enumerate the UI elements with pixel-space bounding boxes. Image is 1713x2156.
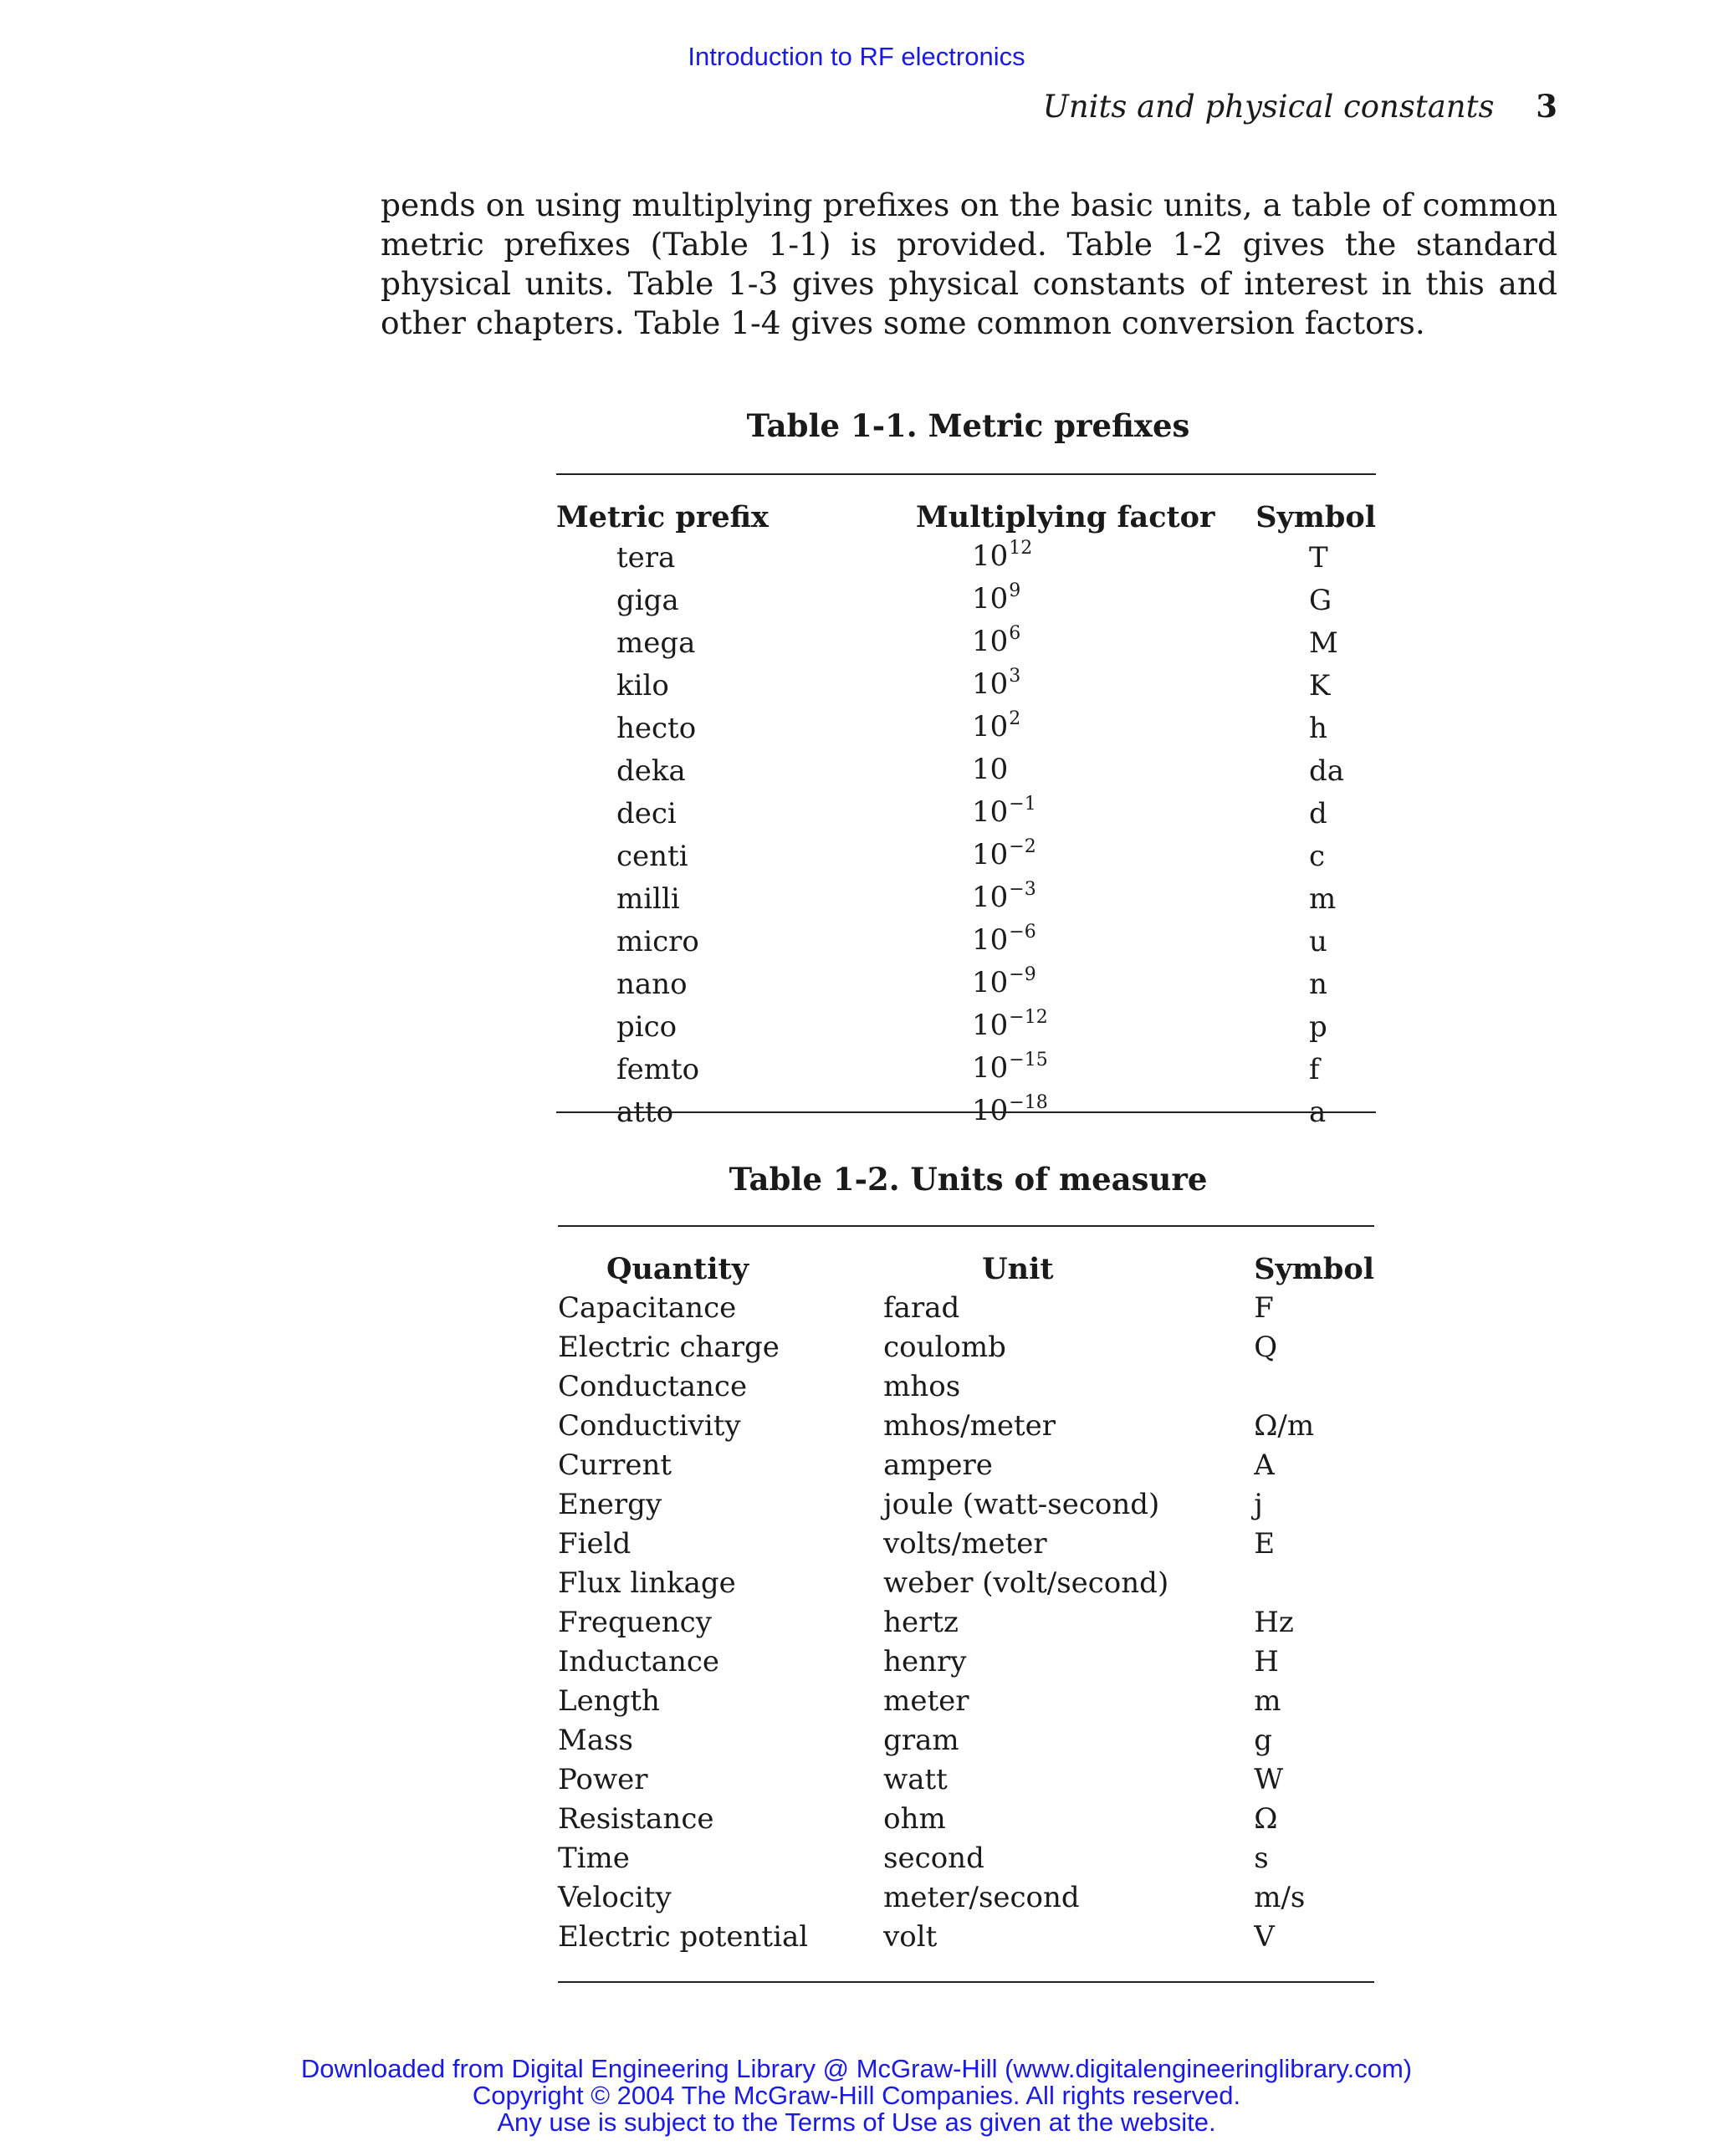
- unit-name: farad: [883, 1291, 960, 1325]
- table1-row: [556, 921, 1376, 963]
- prefix-symbol: a: [1309, 1096, 1327, 1129]
- prefix-name: pico: [616, 1010, 678, 1044]
- table1-top-rule: [556, 473, 1376, 475]
- factor-base: 10: [972, 539, 1009, 573]
- unit-name: gram: [883, 1724, 959, 1757]
- unit-symbol: Ω/m: [1254, 1409, 1315, 1443]
- factor-base: 10: [972, 667, 1009, 701]
- table1-header-prefix: Metric prefix: [556, 500, 769, 534]
- quantity-name: Inductance: [558, 1645, 720, 1678]
- multiplying-factor: [874, 1049, 1234, 1091]
- factor-base: 10: [972, 1009, 1009, 1042]
- factor-exponent: 12: [1009, 538, 1033, 559]
- quantity-name: Electric potential: [558, 1920, 809, 1954]
- prefix-name: centi: [616, 840, 688, 873]
- top-note-link[interactable]: Introduction to RF electronics: [688, 42, 1025, 71]
- factor-base: 10: [972, 966, 1009, 999]
- factor-exponent: −12: [1009, 1007, 1048, 1028]
- table1-row: [556, 750, 1376, 793]
- prefix-symbol: G: [1309, 584, 1332, 617]
- factor-exponent: −9: [1009, 964, 1036, 985]
- prefix-name: atto: [616, 1096, 674, 1129]
- unit-name: meter/second: [883, 1881, 1080, 1914]
- quantity-name: Capacitance: [558, 1291, 737, 1325]
- factor-base: 10: [972, 1094, 1009, 1127]
- table2-row: [558, 1564, 1374, 1603]
- unit-name: second: [883, 1842, 984, 1875]
- table1-header-symbol: Symbol: [1255, 500, 1376, 534]
- intro-paragraph: pends on using multiplying prefixes on the basic units, a table of common metric prefixes (Table 1-1) is provided. Table 1-2 gives the standard physical units. Table 1-3 gives physical constants of interest in this and other chapters. Table 1-4 gives some common conversion factors.: [381, 186, 1557, 341]
- multiplying-factor: [874, 622, 1234, 665]
- unit-name: volt: [883, 1920, 938, 1954]
- prefix-symbol: T: [1309, 541, 1328, 575]
- prefix-symbol: h: [1309, 712, 1327, 745]
- running-head-title: Units and physical constants: [1042, 89, 1495, 125]
- table2-row: [558, 1485, 1374, 1525]
- table2-header-row: [558, 1249, 1374, 1289]
- table1-row: [556, 878, 1376, 921]
- prefix-name: tera: [616, 541, 676, 575]
- factor-base: 10: [972, 710, 1009, 743]
- unit-name: mhos: [883, 1370, 961, 1403]
- table2-row: [558, 1721, 1374, 1760]
- quantity-name: Field: [558, 1527, 632, 1561]
- prefix-symbol: f: [1309, 1053, 1320, 1086]
- multiplying-factor: [874, 835, 1234, 878]
- table1-row: [556, 580, 1376, 622]
- multiplying-factor: [874, 580, 1234, 622]
- table2-header-unit: Unit: [982, 1252, 1054, 1286]
- prefix-name: micro: [616, 925, 699, 958]
- page-number: 3: [1536, 88, 1557, 125]
- unit-symbol: Ω: [1254, 1802, 1278, 1836]
- footer-line-download[interactable]: Downloaded from Digital Engineering Library @ McGraw-Hill (www.digitalengineeringlibrary.com): [300, 2054, 1413, 2083]
- table2-row: [558, 1407, 1374, 1446]
- unit-symbol: s: [1254, 1842, 1269, 1875]
- table1-row: [556, 835, 1376, 878]
- unit-symbol: Q: [1254, 1331, 1278, 1364]
- unit-symbol: [1254, 1564, 1374, 1603]
- table2-row: [558, 1918, 1374, 1957]
- factor-exponent: 9: [1009, 580, 1021, 601]
- prefix-symbol: da: [1309, 754, 1345, 788]
- prefix-name: kilo: [616, 669, 669, 702]
- table1-row: [556, 665, 1376, 708]
- factor-base: 10: [972, 582, 1009, 616]
- multiplying-factor: [874, 665, 1234, 708]
- footer-line-copyright: Copyright © 2004 The McGraw-Hill Companies. All rights reserved.: [472, 2081, 1241, 2110]
- table1-row: [556, 793, 1376, 835]
- quantity-name: Flux linkage: [558, 1566, 736, 1600]
- unit-name: volts/meter: [883, 1527, 1047, 1561]
- unit-name: joule (watt-second): [883, 1488, 1160, 1521]
- unit-symbol: j: [1254, 1488, 1263, 1521]
- table1-header-row: [556, 498, 1376, 537]
- unit-name: mhos/meter: [883, 1409, 1056, 1443]
- multiplying-factor: [874, 921, 1234, 963]
- table1-caption: Table 1-1. Metric prefixes: [746, 407, 1190, 444]
- unit-name: meter: [883, 1684, 969, 1718]
- table2-row: [558, 1800, 1374, 1839]
- table1-header-factor: Multiplying factor: [916, 500, 1215, 534]
- table2-top-rule: [558, 1225, 1374, 1227]
- prefix-name: deka: [616, 754, 686, 788]
- table2-row: [558, 1328, 1374, 1367]
- unit-symbol: H: [1254, 1645, 1279, 1678]
- table2-row: [558, 1760, 1374, 1800]
- multiplying-factor: [874, 963, 1234, 1006]
- prefix-name: milli: [616, 882, 680, 916]
- unit-name: ohm: [883, 1802, 946, 1836]
- unit-name: henry: [883, 1645, 967, 1678]
- running-head: [836, 88, 1557, 125]
- unit-name: watt: [883, 1763, 948, 1796]
- table2-row: [558, 1446, 1374, 1485]
- prefix-symbol: M: [1309, 626, 1338, 660]
- multiplying-factor: [874, 878, 1234, 921]
- unit-symbol: m/s: [1254, 1881, 1306, 1914]
- unit-name: coulomb: [883, 1331, 1006, 1364]
- table2-header-quantity: Quantity: [606, 1252, 749, 1286]
- factor-exponent: −18: [1009, 1092, 1048, 1113]
- table1-row: [556, 708, 1376, 750]
- multiplying-factor: [874, 708, 1234, 750]
- unit-symbol: F: [1254, 1291, 1274, 1325]
- quantity-name: Time: [558, 1842, 630, 1875]
- table2-row: [558, 1603, 1374, 1643]
- factor-exponent: 3: [1009, 666, 1021, 687]
- unit-name: weber (volt/second): [883, 1566, 1169, 1600]
- prefix-symbol: p: [1309, 1010, 1327, 1044]
- quantity-name: Current: [558, 1448, 672, 1482]
- prefix-symbol: c: [1309, 840, 1326, 873]
- prefix-name: femto: [616, 1053, 700, 1086]
- unit-name: hertz: [883, 1606, 959, 1639]
- quantity-name: Power: [558, 1763, 648, 1796]
- table2-header-symbol: Symbol: [1254, 1252, 1374, 1286]
- factor-exponent: −3: [1009, 879, 1036, 900]
- table1-row: [556, 537, 1376, 580]
- table2-row: [558, 1289, 1374, 1328]
- multiplying-factor: [874, 793, 1234, 835]
- table1-row: [556, 622, 1376, 665]
- factor-exponent: 6: [1009, 623, 1021, 644]
- quantity-name: Mass: [558, 1724, 633, 1757]
- prefix-name: hecto: [616, 712, 697, 745]
- factor-base: 10: [972, 838, 1009, 871]
- table1-bottom-rule: [556, 1111, 1376, 1113]
- table2-row: [558, 1682, 1374, 1721]
- units-table: [558, 1249, 1374, 1957]
- table2-caption: Table 1-2. Units of measure: [729, 1161, 1208, 1198]
- factor-base: 10: [972, 625, 1009, 658]
- unit-symbol: V: [1254, 1920, 1275, 1954]
- multiplying-factor: [874, 1006, 1234, 1049]
- quantity-name: Conductance: [558, 1370, 748, 1403]
- prefix-symbol: K: [1309, 669, 1331, 702]
- table2-row: [558, 1525, 1374, 1564]
- table2-row: [558, 1878, 1374, 1918]
- unit-symbol: g: [1254, 1724, 1272, 1757]
- prefix-name: mega: [616, 626, 696, 660]
- table1-row: [556, 1049, 1376, 1091]
- factor-exponent: −6: [1009, 922, 1036, 943]
- quantity-name: Velocity: [558, 1881, 672, 1914]
- quantity-name: Frequency: [558, 1606, 712, 1639]
- factor-exponent: −15: [1009, 1050, 1048, 1070]
- factor-exponent: −1: [1009, 794, 1036, 815]
- factor-base: 10: [972, 795, 1009, 829]
- factor-base: 10: [972, 923, 1009, 957]
- unit-symbol: W: [1254, 1763, 1284, 1796]
- prefix-name: nano: [616, 968, 688, 1001]
- table2-row: [558, 1367, 1374, 1407]
- table1-row: [556, 1006, 1376, 1049]
- quantity-name: Conductivity: [558, 1409, 741, 1443]
- quantity-name: Resistance: [558, 1802, 714, 1836]
- table2-row: [558, 1643, 1374, 1682]
- factor-base: 10: [972, 1051, 1009, 1085]
- table1-row: [556, 963, 1376, 1006]
- factor-base: 10: [972, 753, 1009, 786]
- table2-row: [558, 1839, 1374, 1878]
- unit-symbol: Hz: [1254, 1606, 1294, 1639]
- prefix-name: giga: [616, 584, 679, 617]
- prefix-symbol: m: [1309, 882, 1337, 916]
- multiplying-factor: [874, 537, 1234, 580]
- factor-exponent: −2: [1009, 836, 1036, 857]
- quantity-name: Energy: [558, 1488, 662, 1521]
- unit-symbol: A: [1254, 1448, 1275, 1482]
- multiplying-factor: [874, 750, 1234, 793]
- prefix-symbol: n: [1309, 968, 1327, 1001]
- unit-symbol: E: [1254, 1527, 1276, 1561]
- quantity-name: Length: [558, 1684, 660, 1718]
- footer: [0, 2056, 1713, 2136]
- metric-prefix-table: [556, 498, 1376, 1134]
- factor-exponent: 2: [1009, 708, 1021, 729]
- footer-line-terms: Any use is subject to the Terms of Use as given at the website.: [497, 2107, 1216, 2137]
- factor-base: 10: [972, 881, 1009, 914]
- unit-symbol: [1254, 1367, 1374, 1407]
- quantity-name: Electric charge: [558, 1331, 780, 1364]
- prefix-symbol: d: [1309, 797, 1327, 830]
- unit-name: ampere: [883, 1448, 993, 1482]
- prefix-name: deci: [616, 797, 677, 830]
- table2-bottom-rule: [558, 1981, 1374, 1983]
- prefix-symbol: u: [1309, 925, 1327, 958]
- unit-symbol: m: [1254, 1684, 1281, 1718]
